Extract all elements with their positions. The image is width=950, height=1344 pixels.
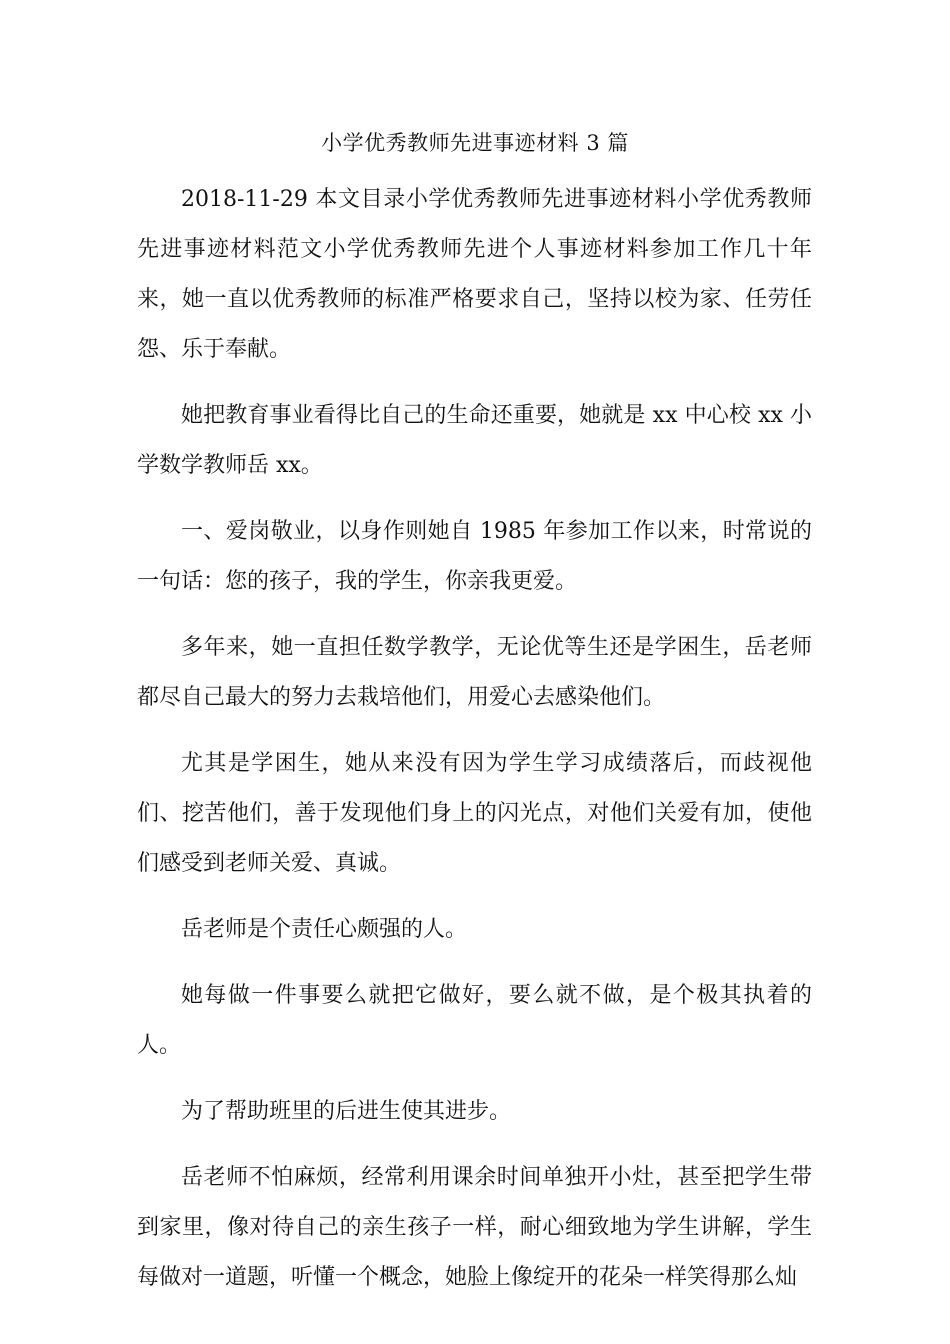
- document-body: [137, 175, 812, 1319]
- paragraph: 为了帮助班里的后进生使其进步。: [181, 1099, 512, 1124]
- paragraph: 多年来，她一直担任数学教学，无论优等生还是学困生，岳老师都尽自己最大的努力去栽培他们，用爱心去感染他们。: [137, 635, 812, 710]
- paragraph: 岳老师不怕麻烦，经常利用课余时间单独开小灶，甚至把学生带到家里，像对待自己的亲生孩子一样，耐心细致地为学生讲解，学生每做对一道题，听懂一个概念，她脸上像绽开的花朵一样笑得那么灿: [137, 1165, 812, 1290]
- document-title: 小学优秀教师先进事迹材料 3 篇: [321, 131, 629, 155]
- paragraph: 2018-11-29 本文目录小学优秀教师先进事迹材料小学优秀教师先进事迹材料范文小学优秀教师先进个人事迹材料参加工作几十年来，她一直以优秀教师的标准严格要求自己，坚持以校为家、任劳任怨、乐于奉献。: [137, 187, 812, 362]
- paragraph: 一、爱岗敬业，以身作则她自 1985 年参加工作以来，时常说的一句话：您的孩子，我的学生，你亲我更爱。: [137, 519, 812, 594]
- paragraph: 她把教育事业看得比自己的生命还重要，她就是 xx 中心校 xx 小学数学教师岳 xx。: [137, 403, 812, 478]
- paragraph: 岳老师是个责任心颇强的人。: [181, 917, 468, 942]
- paragraph: 她每做一件事要么就把它做好，要么就不做，是个极其执着的人。: [137, 983, 812, 1058]
- paragraph: 尤其是学困生，她从来没有因为学生学习成绩落后，而歧视他们、挖苦他们，善于发现他们身上的闪光点，对他们关爱有加，使他们感受到老师关爱、真诚。: [137, 751, 812, 876]
